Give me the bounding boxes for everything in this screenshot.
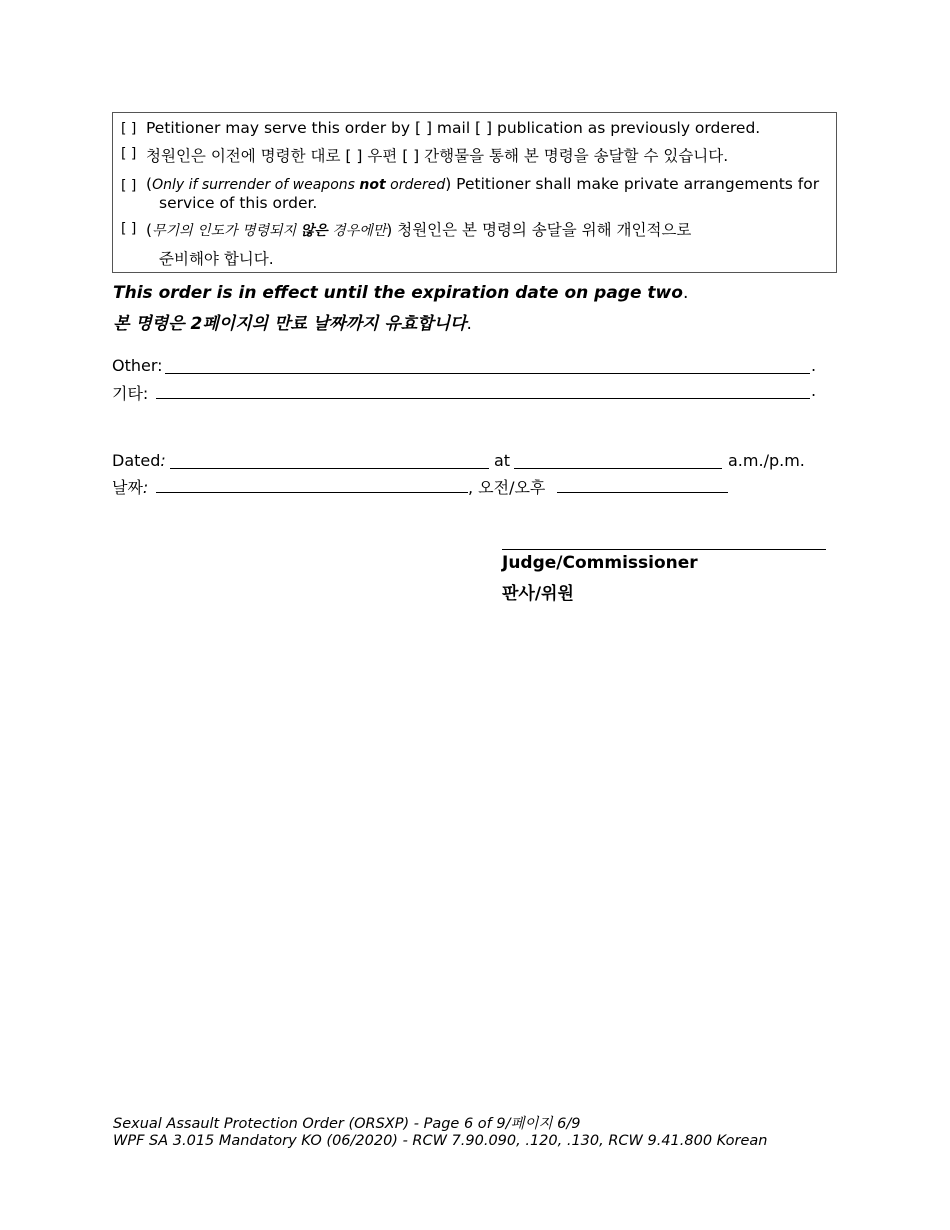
signature-line[interactable] [502,532,826,550]
other-field-ko[interactable] [156,381,810,399]
private-service-en-cont: service of this order. [159,194,318,212]
dated-time-field[interactable] [514,451,722,469]
other-period-ko: . [811,381,817,400]
dated-ampm-label-ko: , 오전/오후 [468,478,546,497]
private-service-ko: (무기의 인도가 명령되지 않은 경우에만) 청원인은 본 명령의 송달을 위해 개인적으로 [146,221,692,239]
effect-statement-en: This order is in effect until the expiration date on page two. [113,283,689,303]
other-label-ko: 기타: [112,384,149,403]
service-mail-publication-ko: 청원인은 이전에 명령한 대로 [ ] 우편 [ ] 간행물을 통해 본 명령을 송달할 수 있습니다. [146,147,729,165]
service-mail-publication-en: Petitioner may serve this order by [ ] mail [ ] publication as previously ordered. [146,119,761,137]
dated-date-field-ko[interactable] [156,475,468,493]
dated-label-en: Dated: [112,451,166,470]
footer-form-title: Sexual Assault Protection Order (ORSXP) - Page 6 of 9/페이지 6/9 [113,1116,581,1132]
dated-ampm-label: a.m./p.m. [728,451,805,470]
signature-title-ko: 판사/위원 [502,584,574,604]
private-service-en: (Only if surrender of weapons not ordered) Petitioner shall make private arrangements for [146,175,820,193]
other-label-en: Other: [112,356,163,375]
dated-date-field[interactable] [170,451,489,469]
signature-title-en: Judge/Commissioner [502,553,698,573]
other-period-en: . [811,356,817,375]
other-field-en[interactable] [165,356,810,374]
checkbox-private-service-en[interactable]: [ ] [121,178,137,194]
checkbox-service-en[interactable]: [ ] [121,121,137,137]
dated-label-ko: 날짜: [112,478,149,497]
dated-time-field-ko[interactable] [557,475,728,493]
private-service-ko-cont: 준비해야 합니다. [159,250,274,268]
footer-form-code: WPF SA 3.015 Mandatory KO (06/2020) - RCW 7.90.090, .120, .130, RCW 9.41.800 Korean [113,1133,768,1149]
checkbox-private-service-ko[interactable]: [ ] [121,221,137,237]
checkbox-service-ko[interactable]: [ ] [121,146,137,162]
effect-statement-ko: 본 명령은 2페이지의 만료 날짜까지 유효합니다. [113,314,472,334]
dated-at-label: at [494,451,511,470]
